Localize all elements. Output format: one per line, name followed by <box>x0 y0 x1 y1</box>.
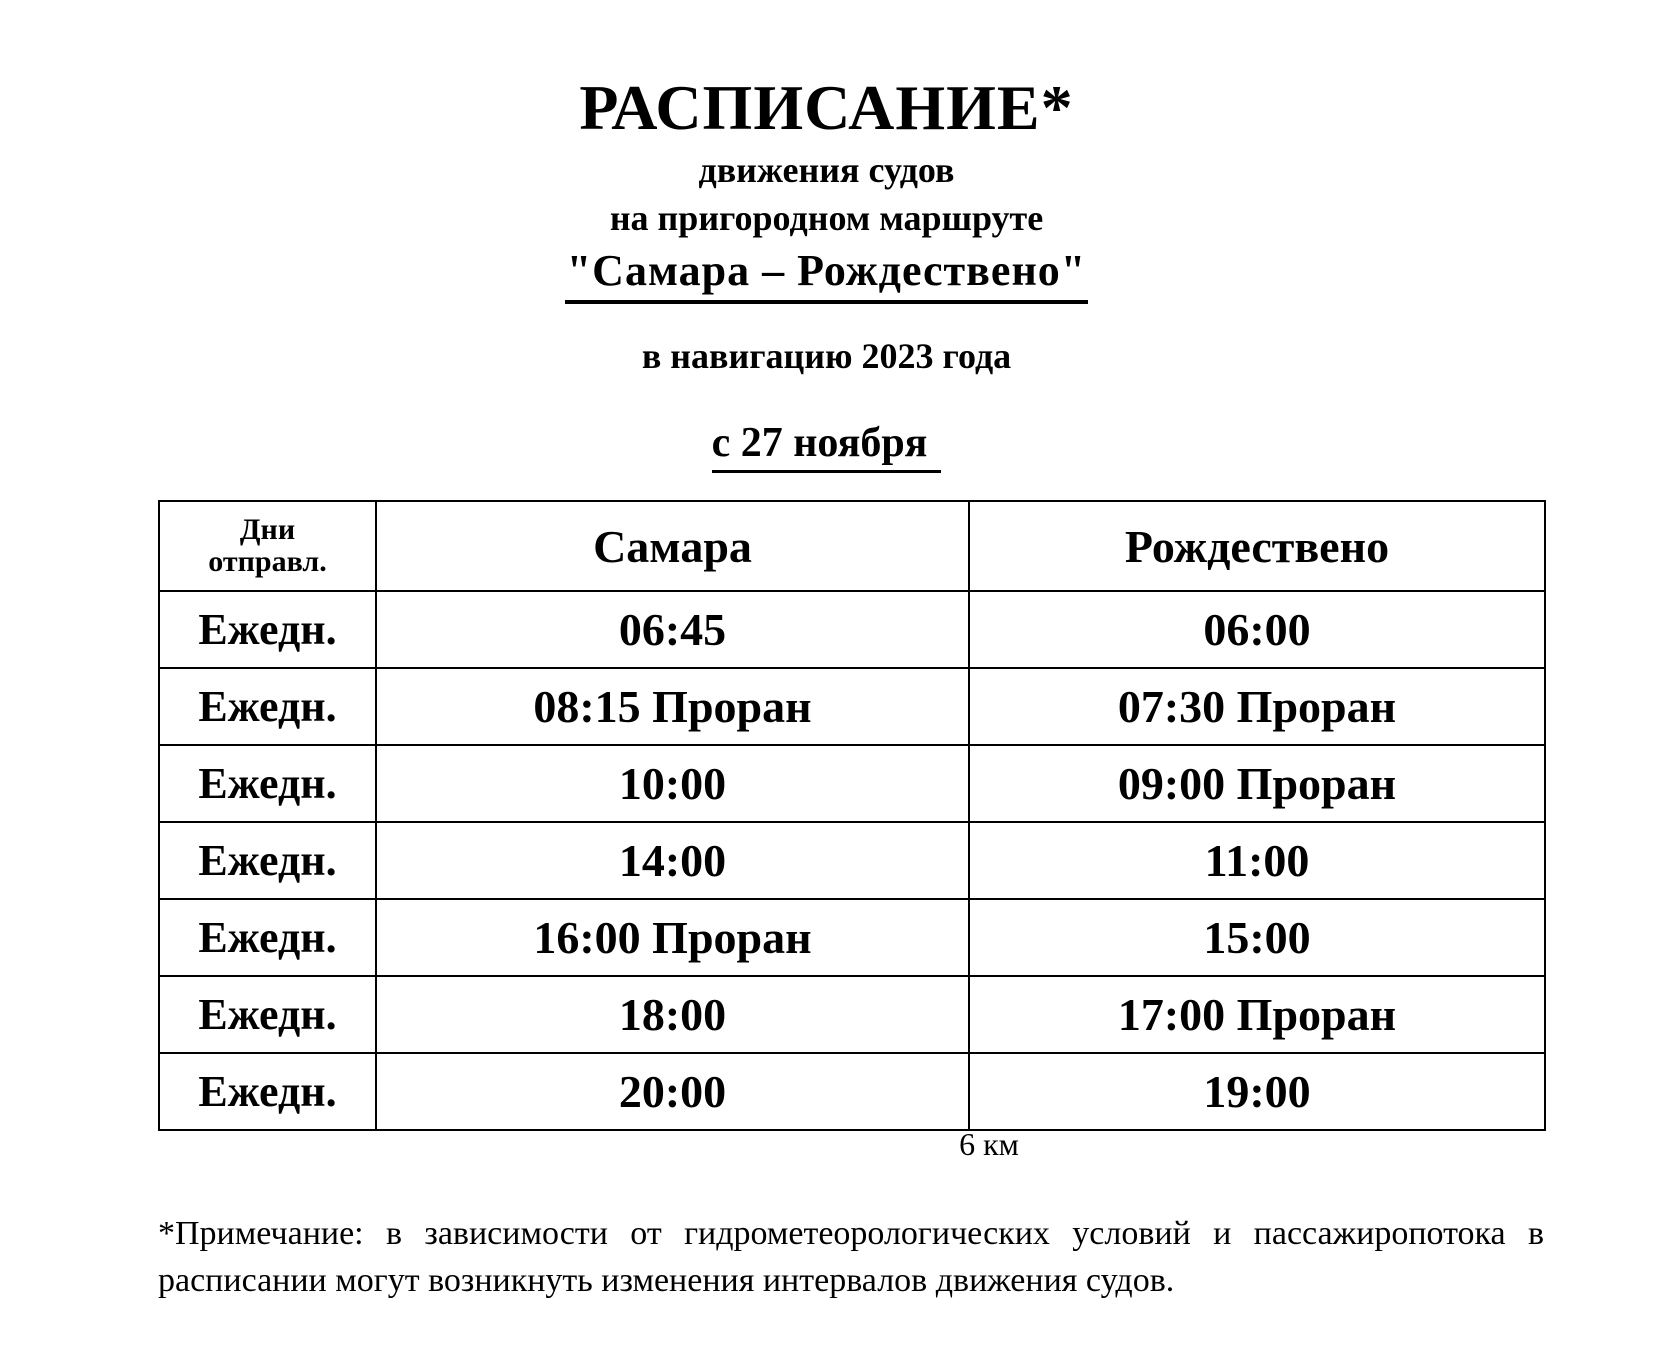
rozhdestveno-time-cell: 17:00 Проран <box>969 976 1545 1053</box>
table-row <box>159 976 1545 1053</box>
samara-time-cell: 10:00 <box>376 745 969 822</box>
days-cell: Ежедн. <box>159 976 376 1053</box>
schedule-table <box>158 500 1546 1131</box>
navigation-season: в навигацию 2023 года <box>641 336 1012 376</box>
rozhdestveno-time-cell: 15:00 <box>969 899 1545 976</box>
rozhdestveno-time-cell: 19:00 <box>969 1053 1545 1130</box>
days-header-line-2: отправл. <box>208 545 327 578</box>
route-name: "Самара – Рождествено" <box>565 244 1088 304</box>
days-column-header <box>159 501 376 591</box>
subtitle-line-1: движения судов <box>698 150 955 190</box>
samara-time-cell: 06:45 <box>376 591 969 668</box>
subtitle-line-2: на пригородном маршруте <box>609 198 1044 238</box>
samara-time-cell: 16:00 Проран <box>376 899 969 976</box>
table-row <box>159 822 1545 899</box>
route-distance: 6 км <box>959 1126 1019 1162</box>
days-cell: Ежедн. <box>159 822 376 899</box>
document-title: РАСПИСАНИЕ* <box>579 72 1074 143</box>
days-cell: Ежедн. <box>159 899 376 976</box>
samara-time-cell: 14:00 <box>376 822 969 899</box>
rozhdestveno-time-cell: 07:30 Проран <box>969 668 1545 745</box>
table-row <box>159 745 1545 822</box>
rozhdestveno-column-header: Рождествено <box>969 501 1545 591</box>
samara-time-cell: 18:00 <box>376 976 969 1053</box>
days-cell: Ежедн. <box>159 591 376 668</box>
rozhdestveno-time-cell: 11:00 <box>969 822 1545 899</box>
table-row <box>159 668 1545 745</box>
table-row <box>159 591 1545 668</box>
footnote: *Примечание: в зависимости от гидрометеорологических условий и пассажиропотока в расписании могут возникнуть изменения интервалов движения судов. <box>158 1215 1544 1299</box>
samara-time-cell: 20:00 <box>376 1053 969 1130</box>
days-cell: Ежедн. <box>159 745 376 822</box>
samara-time-cell: 08:15 Проран <box>376 668 969 745</box>
samara-column-header: Самара <box>376 501 969 591</box>
days-header-line-1: Дни <box>239 513 296 546</box>
rozhdestveno-time-cell: 06:00 <box>969 591 1545 668</box>
days-cell: Ежедн. <box>159 1053 376 1130</box>
effective-date-heading <box>0 418 1653 473</box>
rozhdestveno-time-cell: 09:00 Проран <box>969 745 1545 822</box>
table-row <box>159 899 1545 976</box>
table-row <box>159 1053 1545 1130</box>
effective-date: с 27 ноября <box>712 418 942 473</box>
route-heading <box>0 244 1653 304</box>
days-cell: Ежедн. <box>159 668 376 745</box>
table-header-row <box>159 501 1545 591</box>
